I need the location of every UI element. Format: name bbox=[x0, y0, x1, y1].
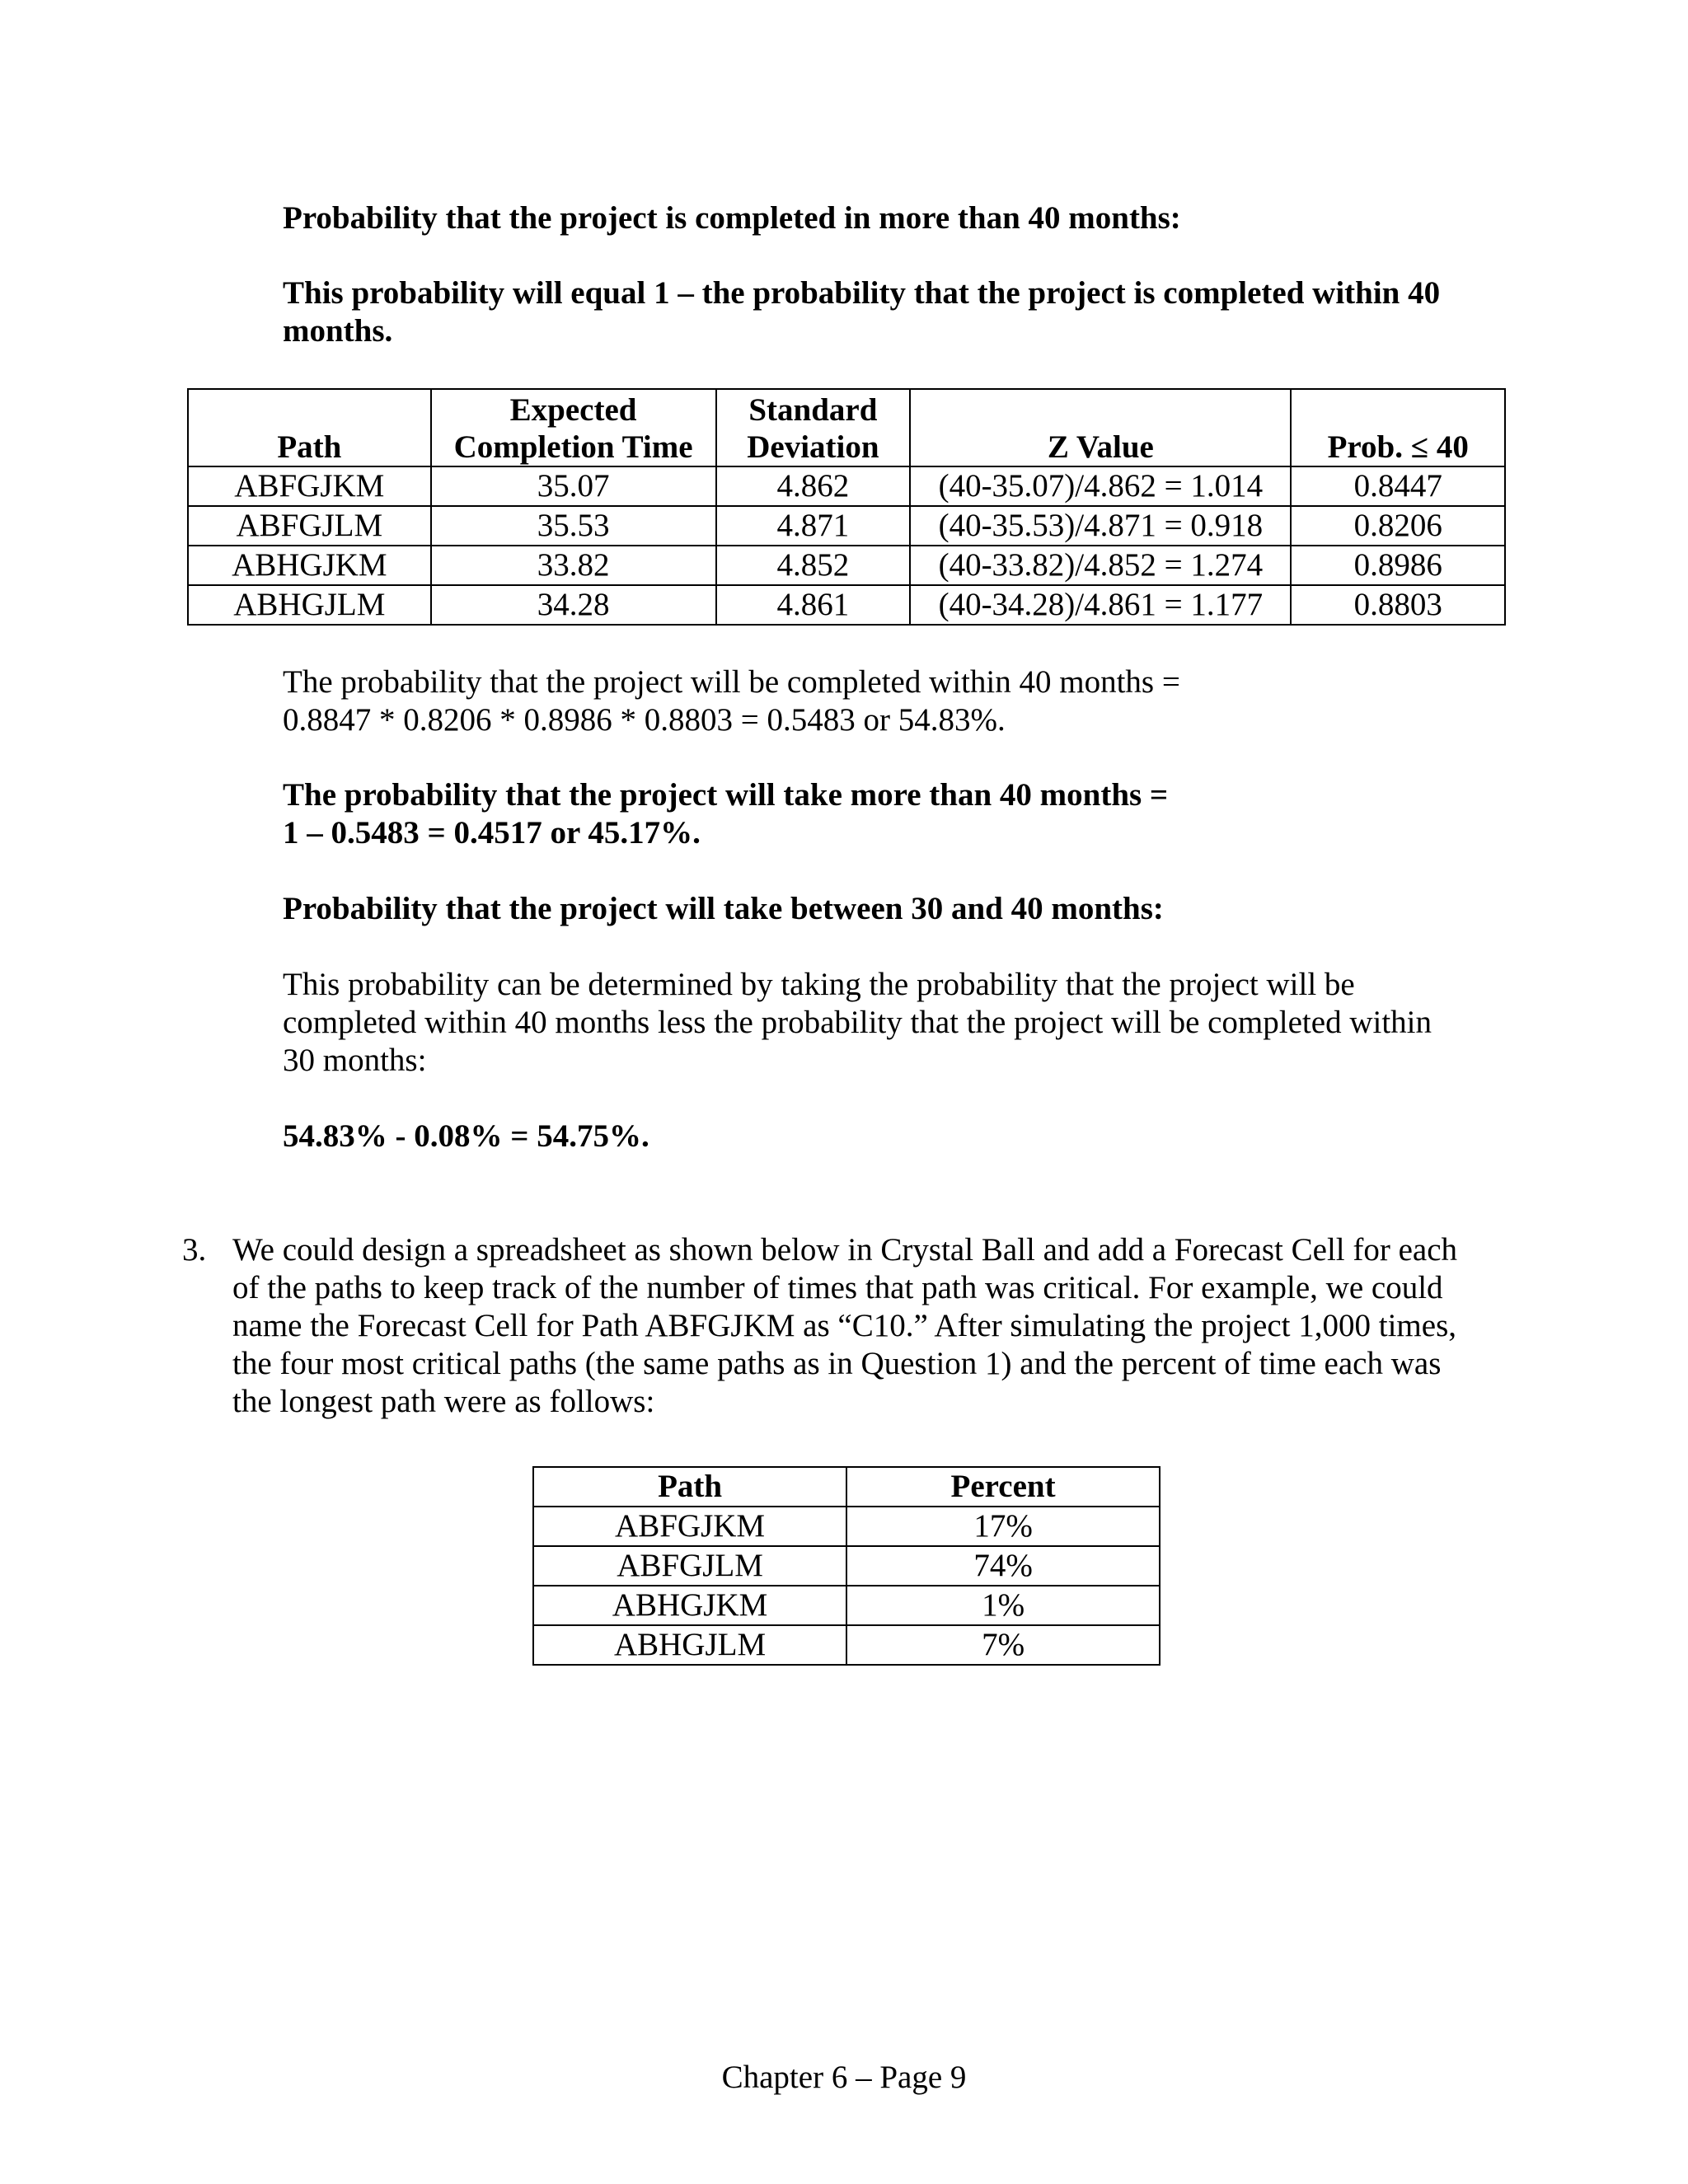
table-row bbox=[188, 585, 1505, 625]
header-path: Path bbox=[533, 1467, 846, 1507]
cell-prob: 0.8447 bbox=[1291, 466, 1505, 506]
heading-more-than-40: Probability that the project is completed in more than 40 months: bbox=[283, 200, 1181, 236]
more-than-40-result: The probability that the project will take more than 40 months = 1 – 0.5483 = 0.4517 or 45.17%. bbox=[283, 777, 1169, 851]
critical-path-percent-table bbox=[532, 1466, 1160, 1666]
cell-expected: 35.07 bbox=[431, 466, 716, 506]
cell-prob: 0.8986 bbox=[1291, 546, 1505, 585]
cell-path: ABHGJLM bbox=[533, 1625, 846, 1665]
item-3-paragraph: We could design a spreadsheet as shown below in Crystal Ball and add a Forecast Cell for each of the paths to keep track of the number of times that path was critical. For example, we could name the Forecast Cell for Path ABFGJKM as “C10.” After simulating the project 1,000 times, the four most critical paths (the same paths as in Question 1) and the percent of time each was the longest path were as follows: bbox=[232, 1232, 1458, 1419]
cell-expected: 35.53 bbox=[431, 506, 716, 546]
page-footer: Chapter 6 – Page 9 bbox=[721, 2060, 967, 2095]
cell-prob: 0.8803 bbox=[1291, 585, 1505, 625]
cell-z: (40-34.28)/4.861 = 1.177 bbox=[910, 585, 1291, 625]
cell-path: ABFGJKM bbox=[533, 1507, 846, 1546]
header-prob: Prob. ≤ 40 bbox=[1291, 389, 1505, 466]
cell-z: (40-33.82)/4.852 = 1.274 bbox=[910, 546, 1291, 585]
header-std: Standard Deviation bbox=[716, 389, 911, 466]
path-probability-table bbox=[187, 388, 1506, 626]
cell-std: 4.861 bbox=[716, 585, 911, 625]
cell-path: ABFGJKM bbox=[188, 466, 431, 506]
between-result: 54.83% - 0.08% = 54.75%. bbox=[283, 1118, 649, 1154]
within-40-paragraph: The probability that the project will be completed within 40 months = 0.8847 * 0.8206 * 0.8986 * 0.8803 = 0.5483 or 54.83%. bbox=[283, 664, 1180, 738]
table-row bbox=[533, 1507, 1160, 1546]
cell-path: ABHGJKM bbox=[533, 1586, 846, 1625]
between-paragraph: This probability can be determined by taking the probability that the project will be completed within 40 months less the probability that the project will be completed within 30 months: bbox=[283, 967, 1432, 1078]
cell-path: ABFGJLM bbox=[188, 506, 431, 546]
header-expected: Expected Completion Time bbox=[431, 389, 716, 466]
header-path: Path bbox=[188, 389, 431, 466]
cell-std: 4.852 bbox=[716, 546, 911, 585]
cell-expected: 34.28 bbox=[431, 585, 716, 625]
cell-path: ABHGJKM bbox=[188, 546, 431, 585]
heading-between-30-40: Probability that the project will take between 30 and 40 months: bbox=[283, 891, 1164, 926]
cell-path: ABFGJLM bbox=[533, 1546, 846, 1586]
cell-z: (40-35.53)/4.871 = 0.918 bbox=[910, 506, 1291, 546]
header-percent: Percent bbox=[846, 1467, 1160, 1507]
table-row bbox=[533, 1546, 1160, 1586]
cell-percent: 74% bbox=[846, 1546, 1160, 1586]
header-z: Z Value bbox=[910, 389, 1291, 466]
table-row bbox=[188, 466, 1505, 506]
table-row bbox=[533, 1625, 1160, 1665]
cell-percent: 7% bbox=[846, 1625, 1160, 1665]
table-header-row bbox=[188, 389, 1505, 466]
table-row bbox=[188, 506, 1505, 546]
item-number: 3. bbox=[182, 1232, 207, 1268]
cell-std: 4.871 bbox=[716, 506, 911, 546]
cell-expected: 33.82 bbox=[431, 546, 716, 585]
cell-percent: 17% bbox=[846, 1507, 1160, 1546]
table-row bbox=[533, 1586, 1160, 1625]
table-header-row bbox=[533, 1467, 1160, 1507]
cell-prob: 0.8206 bbox=[1291, 506, 1505, 546]
cell-percent: 1% bbox=[846, 1586, 1160, 1625]
table-row bbox=[188, 546, 1505, 585]
cell-z: (40-35.07)/4.862 = 1.014 bbox=[910, 466, 1291, 506]
cell-std: 4.862 bbox=[716, 466, 911, 506]
cell-path: ABHGJLM bbox=[188, 585, 431, 625]
intro-paragraph: This probability will equal 1 – the probability that the project is completed within 40 months. bbox=[283, 275, 1441, 349]
